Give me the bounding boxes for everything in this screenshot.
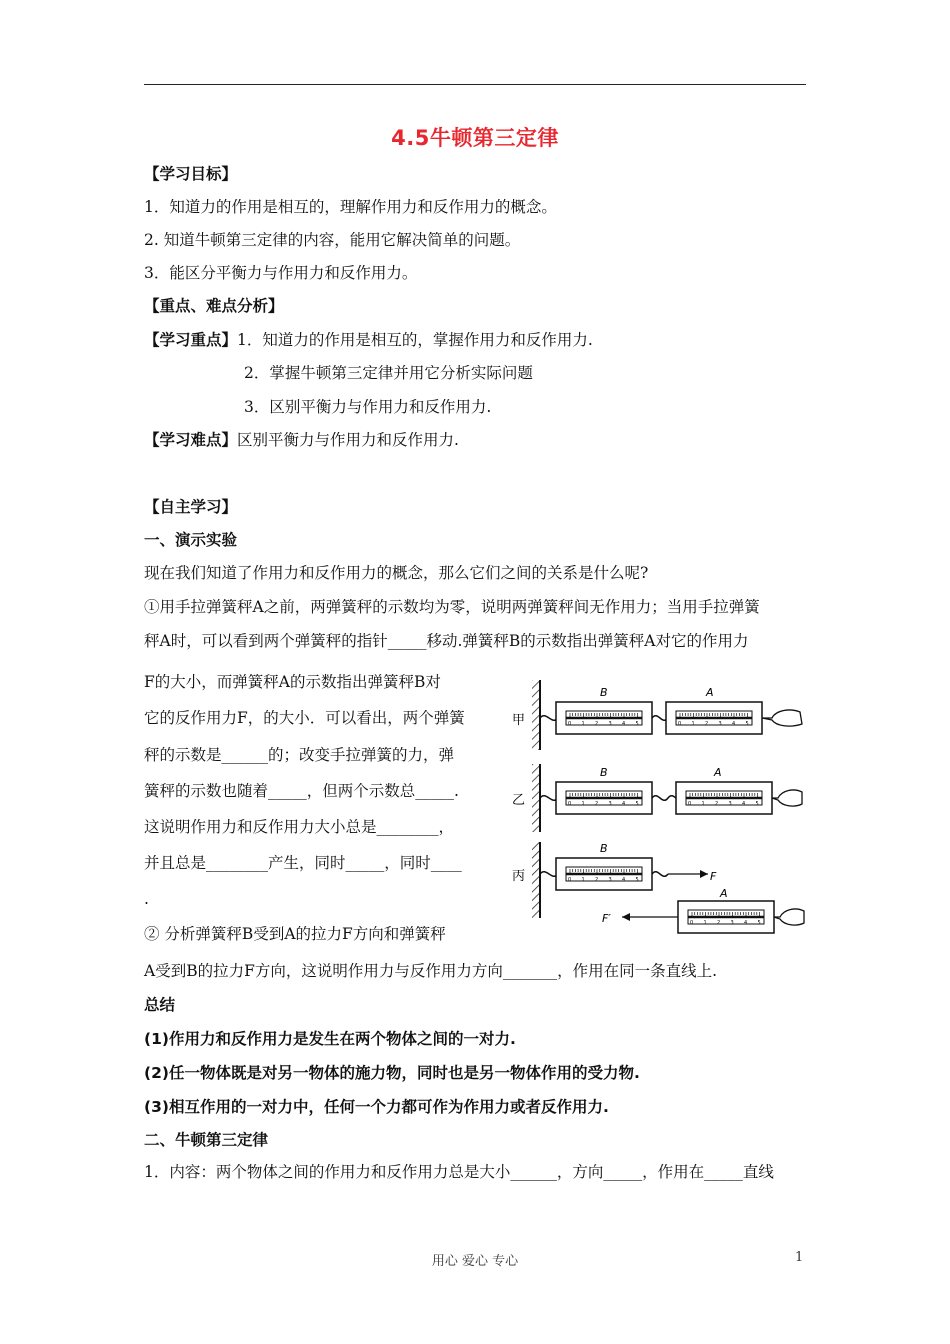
page-number: 1 [795, 1250, 804, 1265]
scale-tick-label: 5 [635, 801, 639, 807]
scale-tick-label: 5 [745, 721, 749, 727]
row-label-yi: 乙 [512, 793, 526, 808]
scale-tick-label: 1 [581, 721, 585, 727]
paragraph-line: 秤的示数是______的；改变手拉弹簧的力，弹 [144, 746, 455, 764]
self-study-heading: 【自主学习】 [144, 498, 238, 516]
scale-ticks [568, 713, 761, 926]
scale-tick-label: 0 [688, 801, 692, 807]
paragraph-line: F的大小，而弹簧秤A的示数指出弹簧秤B对 [144, 673, 441, 691]
scale-tick-label: 3 [608, 721, 612, 727]
key-point-item: 2．掌握牛顿第三定律并用它分析实际问题 [244, 364, 533, 382]
summary-item: (2)任一物体既是对另一物体的施力物，同时也是另一物体作用的受力物. [144, 1064, 640, 1082]
paragraph-line: ② 分析弹簧秤B受到A的拉力F方向和弹簧秤 [144, 925, 446, 943]
scale-tick-label: 2 [717, 920, 721, 926]
key-point-item: 3．区别平衡力与作用力和反作用力. [244, 398, 492, 416]
goal-item: 3．能区分平衡力与作用力和反作用力。 [144, 264, 418, 282]
paragraph-line: A受到B的拉力F方向，这说明作用力与反作用力方向_______，作用在同一条直线上. [144, 962, 718, 980]
wall [532, 764, 540, 832]
scale-tick-label: 5 [755, 801, 759, 807]
scale-tick-label: 4 [732, 721, 736, 727]
row-label-jia: 甲 [512, 713, 526, 728]
difficulty-label: 【学习难点】 [144, 431, 238, 449]
scale-tick-label: 1 [581, 801, 585, 807]
scale-a-label: A [706, 686, 714, 699]
key-points-label: 【学习重点】 [144, 331, 238, 349]
scale-tick-label: 2 [705, 721, 709, 727]
paragraph-line: 这说明作用力和反作用力大小总是________， [144, 818, 455, 836]
section1-title: 一、演示实验 [144, 531, 238, 549]
spring-scale-figure [510, 676, 810, 938]
scale-tick-label: 5 [635, 721, 639, 727]
paragraph-line: 簧秤的示数也随着_____，但两个示数总_____. [144, 782, 459, 800]
scale-tick-label: 3 [608, 801, 612, 807]
scale-tick-label: 0 [690, 920, 694, 926]
paragraph-line: 它的反作用力F，的大小．可以看出，两个弹簧 [144, 709, 465, 727]
scale-tick-label: 5 [757, 920, 761, 926]
analysis-heading: 【重点、难点分析】 [144, 297, 284, 315]
scale-tick-label: 1 [581, 877, 585, 883]
scale-tick-label: 0 [678, 721, 682, 727]
scale-tick-label: 5 [635, 877, 639, 883]
scale-tick-label: 4 [622, 801, 626, 807]
header-rule [144, 84, 806, 85]
scale-tick-label: 3 [608, 877, 612, 883]
paragraph-line: . [144, 890, 149, 908]
goal-item: 2. 知道牛顿第三定律的内容，能用它解决简单的问题。 [144, 231, 521, 249]
scale-tick-label: 2 [715, 801, 719, 807]
arrowhead [622, 913, 630, 921]
hook [652, 872, 668, 877]
hand-icon [762, 710, 802, 726]
arrowhead [700, 870, 708, 878]
scale-tick-label: 1 [701, 801, 705, 807]
goal-item: 1．知道力的作用是相互的，理解作用力和反作用力的概念。 [144, 198, 557, 216]
summary-item: (3)相互作用的一对力中，任何一个力都可作为作用力或者反作用力. [144, 1098, 609, 1116]
scale-a-label: A [720, 887, 728, 900]
force-f-label: F [710, 870, 717, 883]
force-f-prime-label: F′ [602, 912, 611, 925]
scale-b-label: B [600, 842, 608, 855]
key-points-row [144, 330, 593, 350]
row-label-bing: 丙 [512, 869, 526, 884]
scale-tick-label: 0 [568, 801, 572, 807]
paragraph-line: 秤A时，可以看到两个弹簧秤的指针_____移动.弹簧秤B的示数指出弹簧秤A对它的作用力 [144, 632, 749, 650]
hand-icon [772, 790, 802, 806]
scale-tick-label: 1 [703, 920, 707, 926]
wall [532, 680, 540, 750]
scale-tick-label: 4 [742, 801, 746, 807]
scale-tick-label: 3 [730, 920, 734, 926]
page-footer: 用心 爱心 专心 [431, 1254, 519, 1269]
paragraph-line: 并且总是________产生，同时_____，同时____ [144, 854, 462, 872]
section2-title: 二、牛顿第三定律 [144, 1131, 269, 1149]
summary-item: (1)作用力和反作用力是发生在两个物体之间的一对力. [144, 1030, 516, 1048]
page-title: 4.5牛顿第三定律 [391, 126, 559, 150]
scale-a-label: A [714, 766, 722, 779]
scale-tick-label: 3 [718, 721, 722, 727]
hand-icon [774, 909, 804, 925]
scale-tick-label: 4 [744, 920, 748, 926]
scale-tick-label: 2 [595, 721, 599, 727]
paragraph-line: 1．内容：两个物体之间的作用力和反作用力总是大小______，方向_____，作用在_____直线 [144, 1163, 774, 1181]
scale-tick-label: 1 [691, 721, 695, 727]
difficulty-text: 区别平衡力与作用力和反作用力. [237, 431, 459, 449]
key-point-item: 1．知道力的作用是相互的，掌握作用力和反作用力. [237, 331, 593, 349]
scale-b-label: B [600, 766, 608, 779]
difficulty-row [144, 430, 459, 450]
summary-title: 总结 [144, 996, 176, 1014]
scale-b-label: B [600, 686, 608, 699]
goals-heading: 【学习目标】 [144, 165, 238, 183]
scale-tick-label: 4 [622, 721, 626, 727]
scale-tick-label: 3 [728, 801, 732, 807]
paragraph-line: 现在我们知道了作用力和反作用力的概念，那么它们之间的关系是什么呢? [144, 564, 649, 582]
paragraph-line: ①用手拉弹簧秤A之前，两弹簧秤的示数均为零，说明两弹簧秤间无作用力；当用手拉弹簧 [144, 598, 760, 616]
scale-tick-label: 0 [568, 877, 572, 883]
scale-tick-label: 2 [595, 877, 599, 883]
wall [532, 842, 540, 918]
scale-tick-label: 2 [595, 801, 599, 807]
scale-tick-label: 0 [568, 721, 572, 727]
scale-tick-label: 4 [622, 877, 626, 883]
